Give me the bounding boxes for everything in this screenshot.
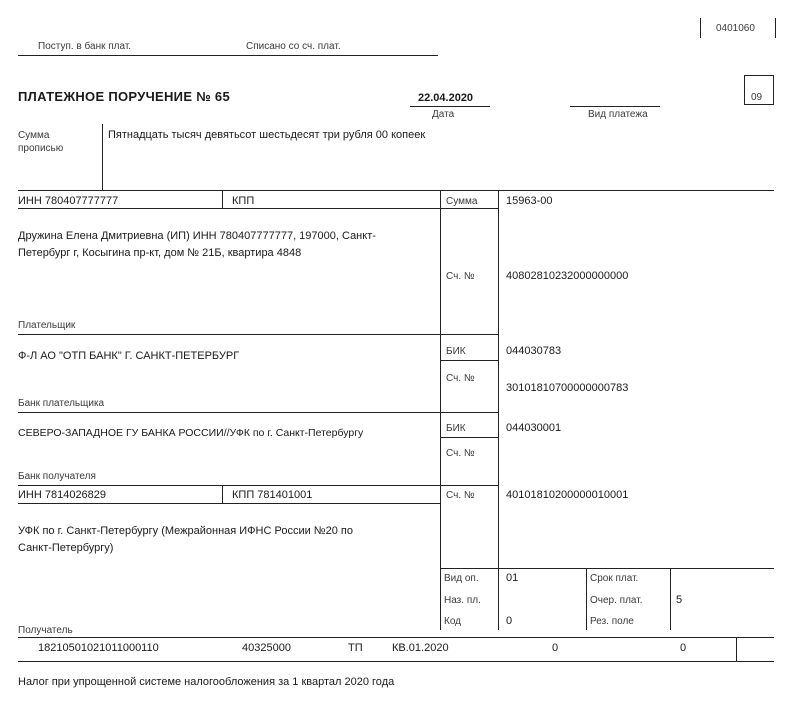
recipient-label: Получатель — [18, 625, 73, 636]
rez-label: Рез. поле — [590, 616, 634, 627]
tax-row-bottom — [18, 661, 774, 662]
payer-inn: ИНН 780407777777 — [18, 195, 119, 207]
payer-bank-label: Банк плательщика — [18, 398, 105, 409]
recipient-inn: ИНН 7814026829 — [18, 489, 107, 501]
amount-in-words: Пятнадцать тысяч девятьсот шестьдесят три рубля 00 копеек — [108, 129, 426, 141]
recipient-inn-underline — [18, 503, 440, 504]
vid-op-label: Вид оп. — [444, 573, 479, 584]
recipient-account-label: Сч. № — [446, 490, 475, 501]
received-label: Поступ. в банк плат. — [38, 41, 132, 52]
date-value: 22.04.2020 — [418, 92, 474, 104]
payer-bik: 044030783 — [506, 345, 562, 357]
kbk-value: 18210501021011000110 — [38, 642, 159, 654]
payment-type-label: Вид платежа — [588, 109, 648, 120]
recipient-bank-name: СЕВЕРО-ЗАПАДНОЕ ГУ БАНКА РОССИИ//УФК по г. Санкт-Петербургу — [18, 427, 364, 439]
recipient-bik-label: БИК — [446, 423, 466, 434]
recipient-bik: 044030001 — [506, 422, 562, 434]
doc-num-value: 0 — [552, 642, 559, 654]
paytype-underline — [570, 106, 660, 107]
inn-row-underline — [18, 208, 440, 209]
details-col-3 — [670, 568, 671, 630]
naz-pl-label: Наз. пл. — [444, 595, 481, 606]
date-underline — [410, 106, 490, 107]
payer-bank-name: Ф-Л АО "ОТП БАНК" Г. САНКТ-ПЕТЕРБУРГ — [18, 350, 240, 362]
amount-underline — [440, 208, 498, 209]
recipient-corr-label: Сч. № — [446, 448, 475, 459]
recipient-bank-bottom — [18, 485, 498, 486]
payer-account: 40802810232000000000 — [506, 270, 629, 282]
amount-label: Сумма — [446, 196, 478, 207]
amount-words-label-1: Сумма — [18, 130, 50, 141]
payer-bik-underline — [440, 360, 498, 361]
main-left-divider — [440, 190, 441, 568]
payer-bik-label: БИК — [446, 346, 466, 357]
details-top — [440, 568, 774, 569]
ochered-label: Очер. плат. — [590, 595, 643, 606]
recipient-inn-kpp-divider — [222, 485, 223, 503]
oktmo-value: 40325000 — [242, 642, 291, 654]
payer-corr-label: Сч. № — [446, 373, 475, 384]
payment-purpose: Налог при упрощенной системе налогообложения за 1 квартал 2020 года — [18, 676, 395, 688]
main-mid-divider — [498, 190, 499, 568]
payer-corr-account: 30101810700000000783 — [506, 382, 629, 394]
details-col-2 — [586, 568, 587, 630]
srok-label: Срок плат. — [590, 573, 639, 584]
vid-op-value: 01 — [506, 572, 519, 584]
payer-bank-bottom — [18, 412, 498, 413]
basis-value: ТП — [348, 642, 363, 654]
code-value: 0 — [506, 615, 513, 627]
payer-account-bottom — [440, 334, 498, 335]
amount-words-label-2: прописью — [18, 143, 64, 154]
payer-name-line2: Петербург г, Косыгина пр-кт, дом № 21Б, квартира 4848 — [18, 247, 302, 259]
amount-value: 15963-00 — [506, 195, 553, 207]
recipient-name-line2: Санкт-Петербургу) — [18, 542, 114, 554]
ochered-value: 5 — [676, 594, 683, 606]
form-code: 0401060 — [716, 23, 755, 34]
code-label: Код — [444, 616, 462, 627]
recipient-bottom — [18, 637, 774, 638]
recipient-name-line1: УФК по г. Санкт-Петербургу (Межрайонная ИФНС России №20 по — [18, 525, 353, 537]
amount-words-bottom — [18, 190, 774, 191]
recipient-bank-label: Банк получателя — [18, 471, 96, 482]
payer-account-label: Сч. № — [446, 271, 475, 282]
date-label: Дата — [432, 109, 455, 120]
amount-words-divider — [102, 124, 103, 190]
details-mid-ext — [498, 568, 499, 630]
debited-label: Списано со сч. плат. — [246, 41, 341, 52]
header-underline — [18, 55, 438, 56]
period-value: КВ.01.2020 — [392, 642, 449, 654]
payer-bottom — [18, 334, 440, 335]
recipient-bik-underline — [440, 437, 498, 438]
payer-kpp: КПП — [232, 195, 255, 207]
recipient-kpp: КПП 781401001 — [232, 489, 313, 501]
page-title: ПЛАТЕЖНОЕ ПОРУЧЕНИЕ № 65 — [18, 89, 230, 104]
payer-label: Плательщик — [18, 320, 76, 331]
details-left-ext — [440, 568, 441, 630]
recipient-account: 40101810200000010001 — [506, 489, 629, 501]
status-code: 09 — [751, 92, 763, 103]
inn-kpp-divider — [222, 190, 223, 208]
payer-name-line1: Дружина Елена Дмитриевна (ИП) ИНН 780407777777, 197000, Санкт- — [18, 230, 376, 242]
tax-row-end — [736, 637, 737, 661]
doc-date-value: 0 — [680, 642, 687, 654]
